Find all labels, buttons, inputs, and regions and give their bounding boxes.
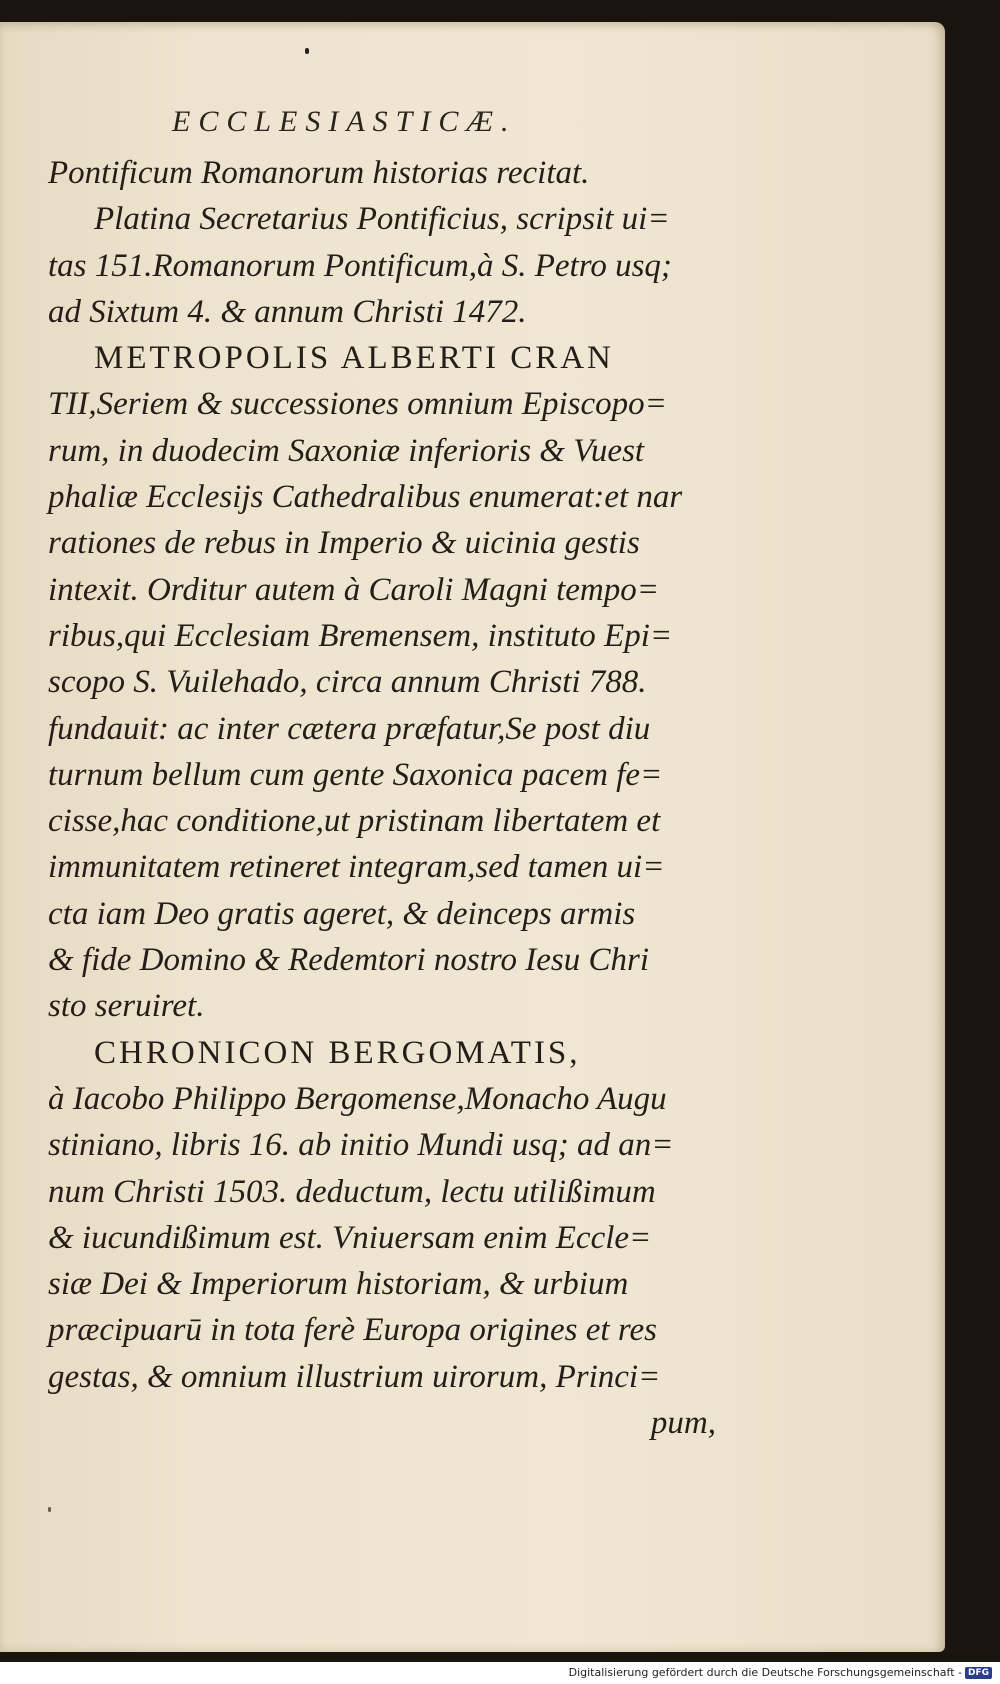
- text-line: ad Sixtum 4. & annum Christi 1472.: [48, 293, 527, 330]
- body-text: [48, 150, 716, 1446]
- text-line: intexit. Orditur autem à Caroli Magni tempo=: [48, 571, 660, 608]
- text-line: Pontificum Romanorum historias recitat.: [48, 155, 590, 191]
- text-line: cta iam Deo gratis ageret, & deinceps armis: [48, 895, 636, 932]
- text-line: fundauit: ac inter cætera præfatur,Se post diu: [48, 710, 651, 747]
- text-line: stiniano, libris 16. ab initio Mundi usq; ad an=: [48, 1127, 674, 1164]
- dfg-logo-icon: DFG: [965, 1667, 992, 1679]
- section-heading: METROPOLIS ALBERTI CRAN: [94, 340, 614, 377]
- section-heading: CHRONICON BERGOMATIS,: [94, 1034, 581, 1071]
- text-line: & fide Domino & Redemtori nostro Iesu Chri: [48, 942, 649, 979]
- ink-mark: [48, 1507, 51, 1512]
- footer-text: Digitalisierung gefördert durch die Deutsche Forschungsgemeinschaft -: [568, 1666, 962, 1679]
- text-line: gestas, & omnium illustrium uirorum, Princi=: [48, 1358, 661, 1395]
- text-line: turnum bellum cum gente Saxonica pacem fe=: [48, 756, 663, 793]
- text-line: scopo S. Vuilehado, circa annum Christi 788.: [48, 664, 647, 701]
- text-line: phaliæ Ecclesijs Cathedralibus enumerat:et nar: [48, 479, 683, 516]
- text-line: cisse,hac conditione,ut pristinam libertatem et: [48, 803, 661, 840]
- text-line: ribus,qui Ecclesiam Bremensem, instituto Epi=: [48, 617, 673, 654]
- text-line: rum, in duodecim Saxoniæ inferioris & Vuest: [48, 432, 645, 469]
- running-head: ECCLESIASTICÆ.: [172, 105, 517, 138]
- text-line: immunitatem retineret integram,sed tamen ui=: [48, 849, 665, 886]
- text-line: & iucundißimum est. Vniuersam enim Eccle=: [48, 1219, 652, 1256]
- text-line: tas 151.Romanorum Pontificum,à S. Petro usq;: [48, 247, 672, 284]
- catchword: pum,: [650, 1405, 716, 1442]
- text-line: sto seruiret.: [48, 988, 205, 1025]
- text-line: Platina Secretarius Pontificius, scripsit ui=: [94, 201, 670, 238]
- digitization-footer: [569, 1666, 992, 1679]
- text-line: TII,Seriem & successiones omnium Episcopo=: [48, 386, 667, 423]
- text-line: à Iacobo Philippo Bergomense,Monacho Augu: [48, 1080, 667, 1117]
- text-line: num Christi 1503. deductum, lectu utilißimum: [48, 1173, 656, 1210]
- text-line: siæ Dei & Imperiorum historiam, & urbium: [48, 1266, 629, 1303]
- text-line: rationes de rebus in Imperio & uicinia gestis: [48, 525, 640, 562]
- ink-mark: [305, 48, 309, 54]
- text-line: præcipuarū in tota ferè Europa origines et res: [48, 1312, 657, 1349]
